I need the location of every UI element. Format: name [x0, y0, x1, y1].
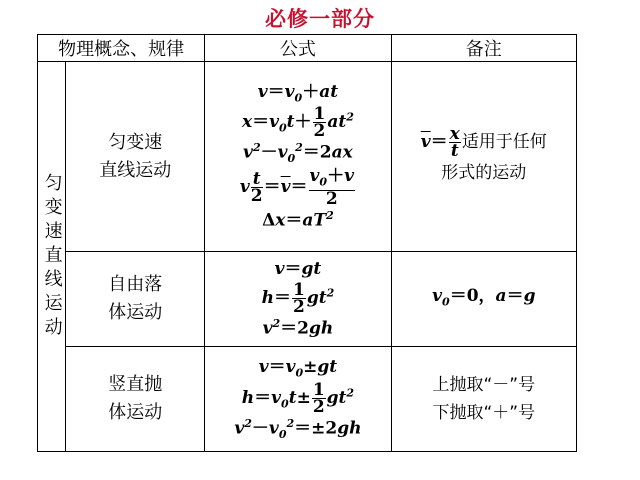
note-cell: [391, 252, 576, 347]
topic-line: 体运动: [108, 402, 163, 423]
note-line: 形式的运动: [441, 163, 527, 183]
formula: $h=v_0t\pm$ $\frac{1}{2}$ $gt^2$: [241, 379, 355, 417]
topic-line: 直线运动: [99, 159, 172, 181]
topic-line: 自由落: [108, 274, 163, 295]
formula: v＝gt: [274, 259, 322, 280]
topic-cell: [66, 252, 205, 347]
category-cell: [38, 62, 66, 452]
physics-table: [37, 34, 577, 452]
table-row: [38, 62, 577, 252]
formula-cell: [205, 62, 391, 252]
topic-line: 竖直抛: [108, 374, 163, 395]
note-text: 适用于任何: [461, 132, 547, 152]
category-label: 匀变速直线运动: [41, 172, 63, 341]
topic-cell: [66, 347, 205, 452]
formula: $v=v_0+at$: [257, 81, 339, 105]
formula: $\Delta x=aT^2$: [262, 209, 334, 231]
note-line: $v_0=0$，a＝g: [432, 285, 536, 309]
formula: h＝ $\frac{1}{2}$ $gt^2$: [261, 279, 335, 317]
topic-cell: [66, 62, 205, 252]
header-note: 备注: [391, 35, 576, 62]
note-line: 下抛取“＋”号: [432, 403, 536, 423]
table-row: [38, 252, 577, 347]
formula: $x=v_0t+$ $\frac{1}{2}$ $at^2$: [241, 104, 354, 142]
note-line: $\overline{v}=$ $\frac{x}{t}$ 适用于任何: [420, 124, 547, 161]
formula: v $\frac{t}{2}$ $=\overline{v}=$ $\frac{v_0+v}{2}$: [239, 165, 354, 210]
formula: $v^2=2gh$: [262, 316, 334, 339]
formula: $v^2-v_0^2=2ax$: [243, 141, 353, 166]
header-concept: 物理概念、规律: [38, 35, 205, 62]
formula: $v^2-v_0^2=\pm 2gh$: [234, 416, 362, 441]
topic-line: 体运动: [108, 302, 163, 323]
note-cell: [391, 62, 576, 252]
formula-cell: [205, 347, 391, 452]
header-formula: 公式: [205, 35, 391, 62]
table-row: [38, 347, 577, 452]
note-cell: [391, 347, 576, 452]
page-title: 必修一部分: [265, 7, 375, 31]
formula: $v=v_0\pm gt$: [258, 357, 338, 380]
table-header-row: [38, 35, 577, 62]
formula-cell: [205, 252, 391, 347]
note-line: 上抛取“－”号: [432, 375, 536, 395]
topic-line: 匀变速: [108, 131, 163, 153]
